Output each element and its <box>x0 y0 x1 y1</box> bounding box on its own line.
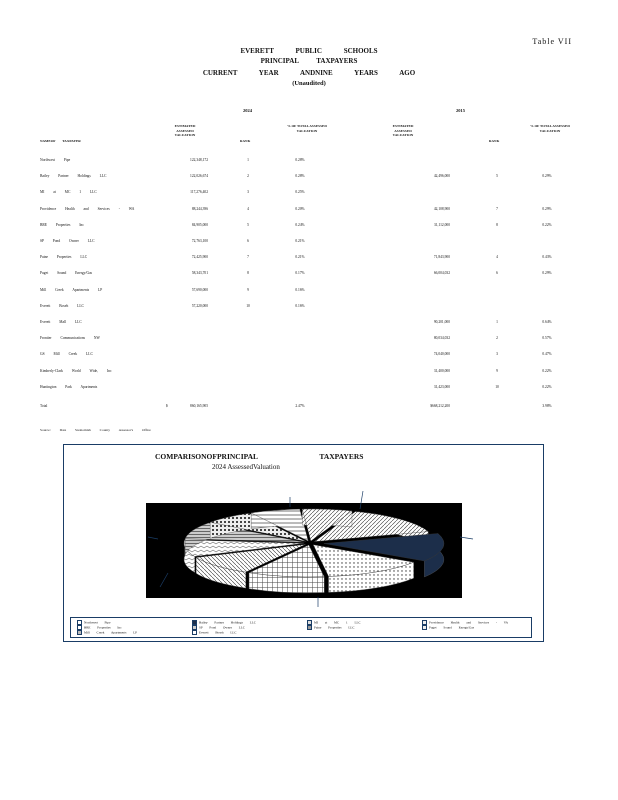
cell-r15: 1 <box>496 320 498 324</box>
cell-p24: 0.24% <box>295 222 305 227</box>
pie-chart <box>60 485 480 610</box>
cell-name: BRE Properties Inc <box>40 222 84 227</box>
cell-r24: 7 <box>247 255 249 260</box>
cell-r24: 8 <box>247 271 249 276</box>
cell-v15: 90,201,000 <box>433 320 450 324</box>
cell-v24: 57,220,000 <box>191 303 208 308</box>
cell-v15: 42,108,900 <box>433 206 450 211</box>
col-header-value-2015: ESTIMATED ASSESSED VALUATION <box>392 124 414 137</box>
col-header-rank-2015: RANK <box>489 139 500 143</box>
cell-name: MI at MC 1 LLC <box>40 190 97 195</box>
table-subtitle: CURRENT YEAR ANDNINE YEARS AGO <box>202 69 416 77</box>
cell-p24: 0.21% <box>295 255 305 260</box>
year-heading-prior: 2015 <box>456 108 465 113</box>
cell-r15: 10 <box>495 384 499 389</box>
cell-r24: 4 <box>247 206 249 211</box>
source-note: Source: Data Snohomish County Assessor's Office <box>40 428 151 432</box>
legend-label: Bailey Partner Holdings LLC <box>199 620 256 625</box>
cell-r24: 2 <box>247 174 249 179</box>
cell-p24: 0.16% <box>295 287 305 292</box>
legend-label: Everett Boseh LLC <box>199 630 237 635</box>
cell-p24: 2.47% <box>295 404 305 408</box>
cell-r24: 5 <box>247 222 249 227</box>
cell-p24: 0.16% <box>295 303 305 308</box>
cell-p24: 0.21% <box>295 239 305 243</box>
cell-p15: 0.29% <box>542 206 552 211</box>
cell-r15: 6 <box>496 271 498 276</box>
cell-p15: 0.57% <box>542 336 552 341</box>
cell-r24: 6 <box>247 239 249 243</box>
cell-v24: 84,905,000 <box>191 222 208 227</box>
cell-dollar: $ <box>166 404 168 408</box>
cell-name: Northwest Pipe <box>40 158 71 162</box>
cell-p15: 0.29% <box>542 174 552 179</box>
cell-p15: 0.22% <box>542 384 552 389</box>
cell-name: Total <box>40 404 48 408</box>
cell-name: Providence Health and Services - WA <box>40 206 135 211</box>
cell-v24: 72,763,100 <box>191 239 208 243</box>
cell-r15: 7 <box>496 206 498 211</box>
legend-label: Providence Health and Services - VA <box>429 620 509 625</box>
cell-name: Puget Sound Energy/Gas <box>40 271 93 276</box>
cell-v24: 117,276,402 <box>190 190 208 195</box>
cell-v24: 122,348,172 <box>190 158 208 162</box>
cell-r15: 4 <box>496 255 498 260</box>
cell-name: Paine Properties LLC <box>40 255 88 260</box>
cell-p15: 0.47% <box>542 352 552 357</box>
cell-name: Everett Boseh LLC <box>40 303 84 308</box>
cell-name: Kimberly-Clark World Wide, Inc <box>40 368 112 373</box>
chart-subtitle: 2024 AssessedValuation <box>212 463 280 471</box>
cell-v24: 58,343,701 <box>191 271 208 276</box>
legend-item <box>307 625 355 630</box>
cell-r15: 5 <box>496 174 498 179</box>
legend-label: Mill Creek Apartments LP <box>84 630 138 635</box>
cell-p24: 0.25% <box>295 190 305 195</box>
legend-item <box>77 630 137 635</box>
cell-name: Everett Mall LLC <box>40 320 82 324</box>
cell-v15: 66,004,032 <box>433 271 450 276</box>
cell-r15: 2 <box>496 336 498 341</box>
legend-item <box>422 625 474 630</box>
col-header-pct-2024: % OF TOTAL ASSESSED VALUATION <box>287 124 327 133</box>
cell-v15: 42,496,000 <box>433 174 450 179</box>
col-header-value-2024: ESTIMATED ASSESSED VALUATION <box>174 124 196 137</box>
cell-p24: 0.17% <box>295 271 305 276</box>
cell-p24: 0.20% <box>295 206 305 211</box>
cell-name: Mill Creek Apartments LP <box>40 287 103 292</box>
col-header-name: NAMEOF TAXPAYER <box>40 139 81 143</box>
chart-title: COMPARISONOFPRINCIPAL TAXPAYERS <box>155 452 364 461</box>
chart-legend <box>70 617 532 638</box>
table-number-label: Table VII <box>532 37 572 46</box>
cell-p15: 3.98% <box>542 404 552 408</box>
cell-v24: 860,165,905 <box>190 404 208 408</box>
cell-r24: 10 <box>246 303 250 308</box>
cell-r24: 9 <box>247 287 249 292</box>
cell-v15: 31,423,000 <box>433 384 450 389</box>
cell-r15: 9 <box>496 368 498 373</box>
unaudited-note: (Unaudited) <box>292 80 326 87</box>
cell-v24: 122,026,674 <box>190 174 208 179</box>
cell-r15: 3 <box>496 352 498 357</box>
cell-p15: 0.64% <box>542 320 552 324</box>
legend-item <box>192 630 237 635</box>
cell-v24: 72,425,900 <box>191 255 208 260</box>
cell-name: Bailey Partner Holdings LLC <box>40 174 107 179</box>
legend-label: Paine Properties LLC <box>314 625 355 630</box>
legend-label: Puget Sound Energy/Gas <box>429 625 475 630</box>
cell-p24: 0.28% <box>295 158 305 162</box>
legend-label: SP Pond Owner LLC <box>199 625 245 630</box>
cell-name: Frontier Communications NW <box>40 336 100 341</box>
cell-v15: 31,400,000 <box>433 368 450 373</box>
cell-v15: 74,040,000 <box>433 352 450 357</box>
col-header-rank-2024: RANK <box>240 139 251 143</box>
year-heading-current: 2024 <box>243 108 252 113</box>
legend-swatch <box>77 630 82 635</box>
col-header-pct-2015: % OF TOTAL ASSESSED VALUATION <box>530 124 570 133</box>
cell-name: GS Mill Creek LLC <box>40 352 93 357</box>
legend-swatch <box>192 630 197 635</box>
cell-p15: 0.22% <box>542 222 552 227</box>
cell-name: Huntington Park Apartments <box>40 384 98 389</box>
cell-r24: 3 <box>247 190 249 195</box>
cell-v15: $668,212,200 <box>430 404 450 408</box>
cell-p15: 0.22% <box>542 368 552 373</box>
cell-v24: 57,690,000 <box>191 287 208 292</box>
cell-r24: 1 <box>247 158 249 162</box>
cell-v24: 88,244,396 <box>191 206 208 211</box>
legend-swatch <box>422 625 427 630</box>
legend-label: Northwest Pipe <box>84 620 111 625</box>
cell-v15: 31,112,000 <box>433 222 450 227</box>
legend-label: BRE Properties Inc <box>84 625 122 630</box>
legend-label: MI at MC 1 LLC <box>314 620 361 625</box>
cell-v15: 71,843,900 <box>433 255 450 260</box>
legend-swatch <box>307 625 312 630</box>
district-title: EVERETT PUBLIC SCHOOLS <box>240 47 378 55</box>
cell-r15: 8 <box>496 222 498 227</box>
cell-p24: 0.28% <box>295 174 305 179</box>
cell-p15: 0.29% <box>542 271 552 276</box>
table-title: PRINCIPAL TAXPAYERS <box>260 57 358 65</box>
cell-name: SP Pond Owner LLC <box>40 239 95 243</box>
cell-v15: 80,034,032 <box>433 336 450 341</box>
cell-p15: 0.43% <box>542 255 552 260</box>
